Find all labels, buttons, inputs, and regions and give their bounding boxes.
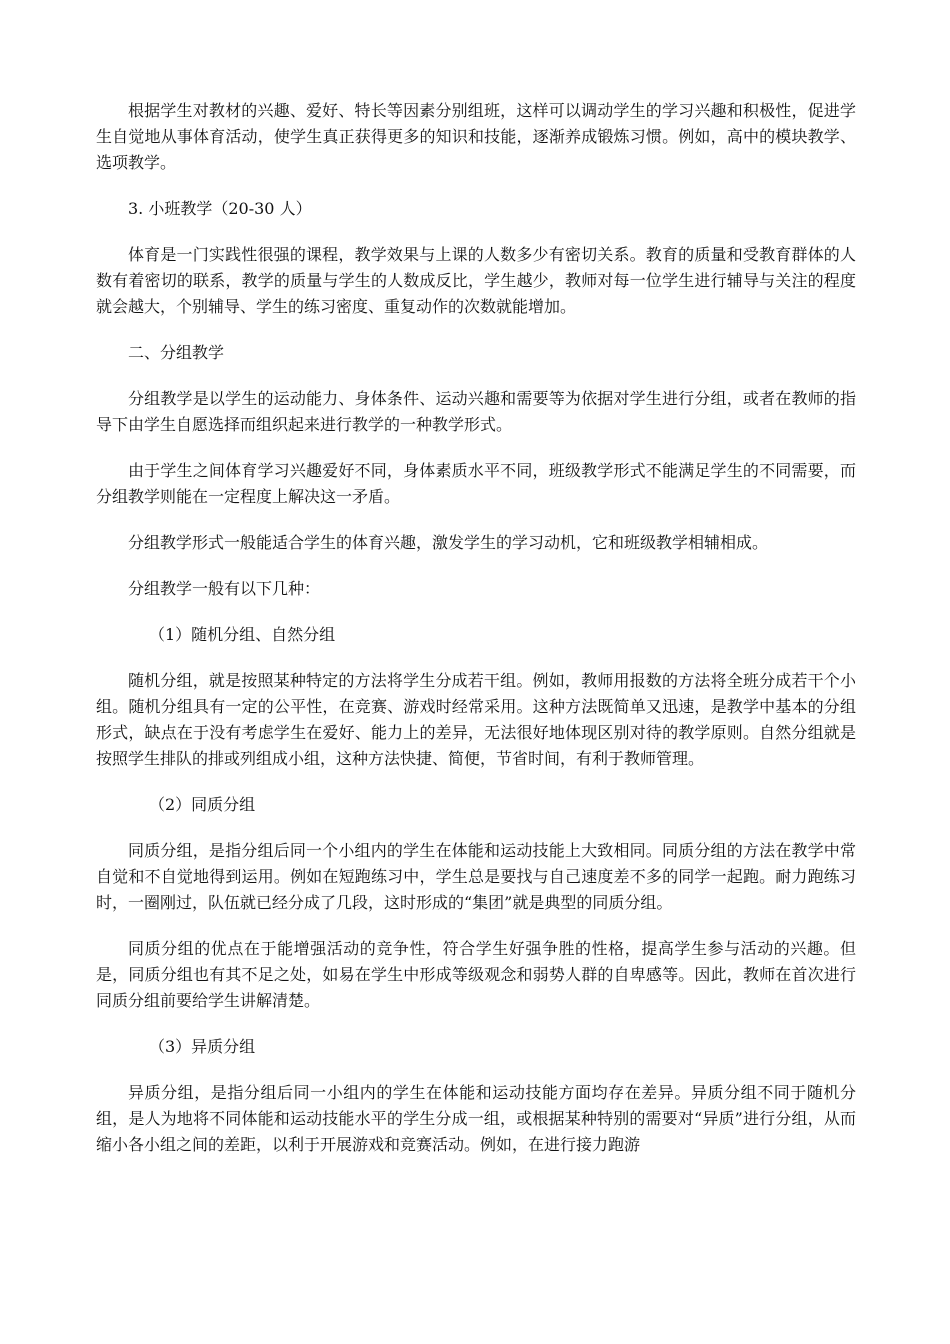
paragraph-class-grouping: 根据学生对教材的兴趣、爱好、特长等因素分别组班，这样可以调动学生的学习兴趣和积极性，促进学生自觉地从事体育活动，使学生真正获得更多的知识和技能，逐渐养成锻炼习惯。例如，高中的模块教学、选项教学。 — [96, 101, 856, 172]
heading-group-teaching: 二、分组教学 — [128, 343, 225, 362]
paragraph-group-benefit: 分组教学形式一般能适合学生的体育兴趣，激发学生的学习动机，它和班级教学相辅相成。 — [128, 533, 769, 552]
paragraph-small-class: 体育是一门实践性很强的课程，教学效果与上课的人数多少有密切关系。教育的质量和受教育群体的人数有着密切的联系，教学的质量与学生的人数成反比，学生越少，教师对每一位学生进行辅导与关注的程度就会越大，个别辅导、学生的练习密度、重复动作的次数就能增加。 — [96, 245, 856, 316]
document-page — [96, 98, 856, 1158]
subheading-homogeneous-grouping: （2）同质分组 — [149, 795, 256, 814]
paragraph-group-reason: 由于学生之间体育学习兴趣爱好不同，身体素质水平不同，班级教学形式不能满足学生的不同需要，而分组教学则能在一定程度上解决这一矛盾。 — [96, 461, 856, 506]
paragraph-heterogeneous-grouping: 异质分组，是指分组后同一小组内的学生在体能和运动技能方面均存在差异。异质分组不同于随机分组，是人为地将不同体能和运动技能水平的学生分成一组，或根据某种特别的需要对“异质”进行分组，从而缩小各小组之间的差距，以利于开展游戏和竞赛活动。例如，在进行接力跑游 — [96, 1083, 856, 1154]
paragraph-group-definition: 分组教学是以学生的运动能力、身体条件、运动兴趣和需要等为依据对学生进行分组，或者在教师的指导下由学生自愿选择而组织起来进行教学的一种教学形式。 — [96, 389, 856, 434]
paragraph-homogeneous-grouping: 同质分组，是指分组后同一个小组内的学生在体能和运动技能上大致相同。同质分组的方法在教学中常自觉和不自觉地得到运用。例如在短跑练习中，学生总是要找与自己速度差不多的同学一起跑。耐力跑练习时，一圈刚过，队伍就已经分成了几段，这时形成的“集团”就是典型的同质分组。 — [96, 841, 856, 912]
subheading-random-grouping: （1）随机分组、自然分组 — [149, 625, 336, 644]
paragraph-homogeneous-pros-cons: 同质分组的优点在于能增强活动的竞争性，符合学生好强争胜的性格，提高学生参与活动的兴趣。但是，同质分组也有其不足之处，如易在学生中形成等级观念和弱势人群的自卑感等。因此，教师在首次进行同质分组前要给学生讲解清楚。 — [96, 939, 856, 1010]
subheading-heterogeneous-grouping: （3）异质分组 — [149, 1037, 256, 1056]
paragraph-random-grouping: 随机分组，就是按照某种特定的方法将学生分成若干组。例如，教师用报数的方法将全班分成若干个小组。随机分组具有一定的公平性，在竞赛、游戏时经常采用。这种方法既简单又迅速，是教学中基本的分组形式，缺点在于没有考虑学生在爱好、能力上的差异，无法很好地体现区别对待的教学原则。自然分组就是按照学生排队的排或列组成小组，这种方法快捷、简便，节省时间，有利于教师管理。 — [96, 671, 856, 768]
heading-small-class-teaching: 3. 小班教学（20-30 人） — [128, 199, 312, 218]
paragraph-group-types-intro: 分组教学一般有以下几种： — [128, 579, 321, 598]
